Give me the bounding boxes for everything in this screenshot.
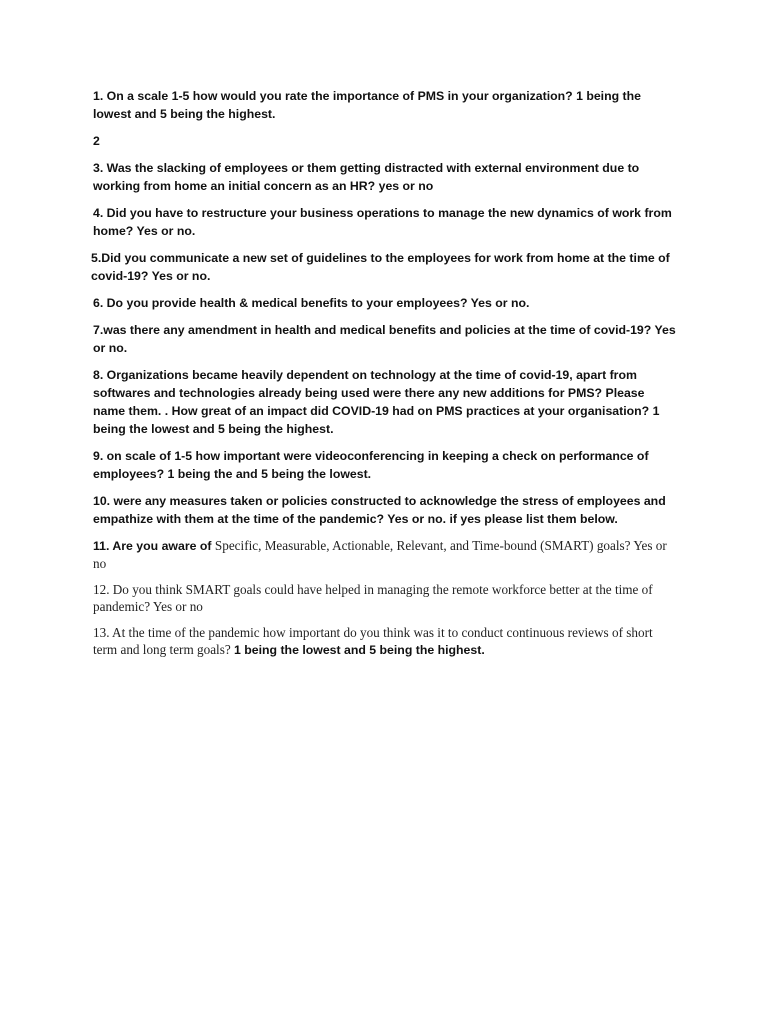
question-8: 8. Organizations became heavily dependent on technology at the time of covid-19, apart from softwares and technologies already being used were there any new additions for PMS? Please name them. . How great of an impact did COVID-19 had on PMS practices at your organisation? 1 being the lowest and 5 being the highest. xyxy=(93,368,660,436)
question-10: 10. were any measures taken or policies constructed to acknowledge the stress of employees and empathize with them at the time of the pandemic? Yes or no. if yes please list them below. xyxy=(93,494,666,526)
question-3: 3. Was the slacking of employees or them getting distracted with external environment due to working from home an initial concern as an HR? yes or no xyxy=(93,161,640,193)
question-13-tail: 1 being the lowest and 5 being the highest. xyxy=(234,643,485,657)
question-13 xyxy=(93,624,678,659)
question-9: 9. on scale of 1-5 how important were videoconferencing in keeping a check on performance of employees? 1 being the and 5 being the lowest. xyxy=(93,449,649,481)
question-1: 1. On a scale 1-5 how would you rate the importance of PMS in your organization? 1 being the lowest and 5 being the highest. xyxy=(93,89,641,121)
answer-1: 2 xyxy=(93,134,100,148)
question-6: 6. Do you provide health & medical benefits to your employees? Yes or no. xyxy=(93,296,530,310)
question-7: 7.was there any amendment in health and medical benefits and policies at the time of covid-19? Yes or no. xyxy=(93,323,676,355)
question-5: 5.Did you communicate a new set of guidelines to the employees for work from home at the time of covid-19? Yes or no. xyxy=(91,251,670,283)
questionnaire xyxy=(93,87,678,668)
question-13-lead: 13. At the time of the pandemic how important do you think was it to conduct continuous reviews of short term and long term goals? xyxy=(93,625,653,657)
question-11-rest: Specific, Measurable, Actionable, Relevant, and Time-bound (SMART) goals? Yes or no xyxy=(93,538,667,571)
question-12: 12. Do you think SMART goals could have helped in managing the remote workforce better at the time of pandemic? Yes or no xyxy=(93,582,653,614)
question-11-lead: 11. Are you aware of xyxy=(93,539,215,553)
question-4: 4. Did you have to restructure your business operations to manage the new dynamics of work from home? Yes or no. xyxy=(93,206,672,238)
question-11 xyxy=(93,537,678,572)
